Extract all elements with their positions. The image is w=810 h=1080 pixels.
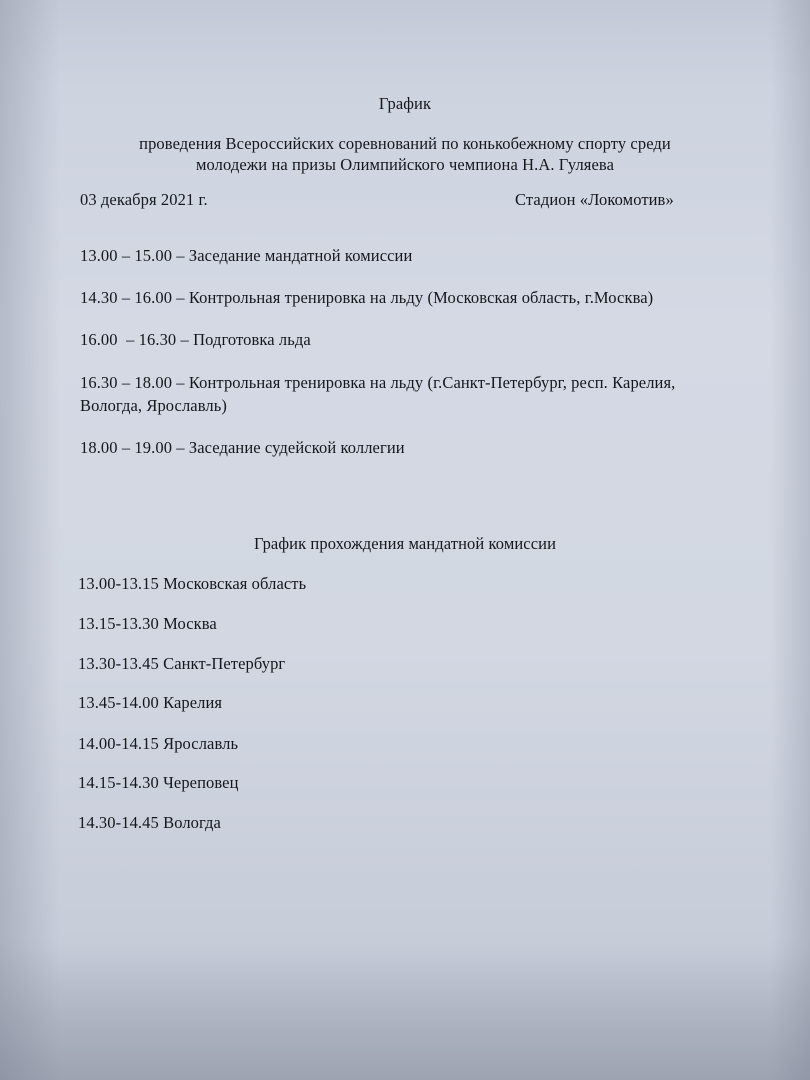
- commission-time: 14.30-14.45: [78, 813, 159, 832]
- commission-time: 13.00-13.15: [78, 574, 159, 593]
- commission-row: [78, 813, 221, 833]
- schedule-row: [80, 246, 412, 266]
- commission-time: 13.30-13.45: [78, 654, 159, 673]
- schedule-text: – Заседание мандатной комиссии: [172, 246, 413, 265]
- schedule-time: 18.00 – 19.00: [80, 438, 173, 457]
- commission-row: [78, 693, 222, 713]
- schedule-time: 16.30 – 18.00: [80, 373, 173, 392]
- commission-region: Московская область: [158, 574, 307, 593]
- commission-title: График прохождения мандатной комиссии: [253, 534, 557, 553]
- commission-region: Вологда: [158, 813, 221, 832]
- commission-row: [78, 654, 285, 674]
- schedule-time: 14.30 – 16.00: [80, 288, 173, 307]
- commission-row: [78, 734, 238, 754]
- schedule-row: [80, 373, 675, 393]
- subtitle-line-1: проведения Всероссийских соревнований по конькобежному спорту среди: [139, 134, 671, 153]
- schedule-row: [80, 330, 311, 350]
- commission-region: Череповец: [158, 773, 239, 792]
- commission-row: [78, 574, 306, 594]
- commission-time: 14.00-14.15: [78, 734, 159, 753]
- schedule-text: – Контрольная тренировка на льду (г.Санкт-Петербург, респ. Карелия,: [172, 373, 676, 392]
- schedule-row: [80, 438, 405, 458]
- schedule-row-continuation: Вологда, Ярославль): [80, 396, 227, 415]
- commission-region: Санкт-Петербург: [158, 654, 286, 673]
- schedule-time: 16.00 – 16.30: [80, 330, 177, 349]
- commission-region: Москва: [158, 614, 217, 633]
- commission-region: Карелия: [158, 693, 223, 712]
- subtitle-line-2: молодежи на призы Олимпийского чемпиона Н.А. Гуляева: [195, 155, 614, 174]
- schedule-row: [80, 288, 653, 308]
- schedule-text: – Контрольная тренировка на льду (Московская область, г.Москва): [172, 288, 654, 307]
- event-venue: Стадион «Локомотив»: [515, 190, 674, 209]
- document-title: График: [378, 94, 432, 113]
- schedule-text: – Заседание судейской коллегии: [172, 438, 405, 457]
- event-date: 03 декабря 2021 г.: [80, 190, 208, 209]
- commission-time: 13.15-13.30: [78, 614, 159, 633]
- schedule-time: 13.00 – 15.00: [80, 246, 173, 265]
- commission-time: 13.45-14.00: [78, 693, 159, 712]
- commission-region: Ярославль: [158, 734, 239, 753]
- commission-row: [78, 773, 239, 793]
- schedule-text: – Подготовка льда: [176, 330, 311, 349]
- commission-time: 14.15-14.30: [78, 773, 159, 792]
- commission-row: [78, 614, 217, 634]
